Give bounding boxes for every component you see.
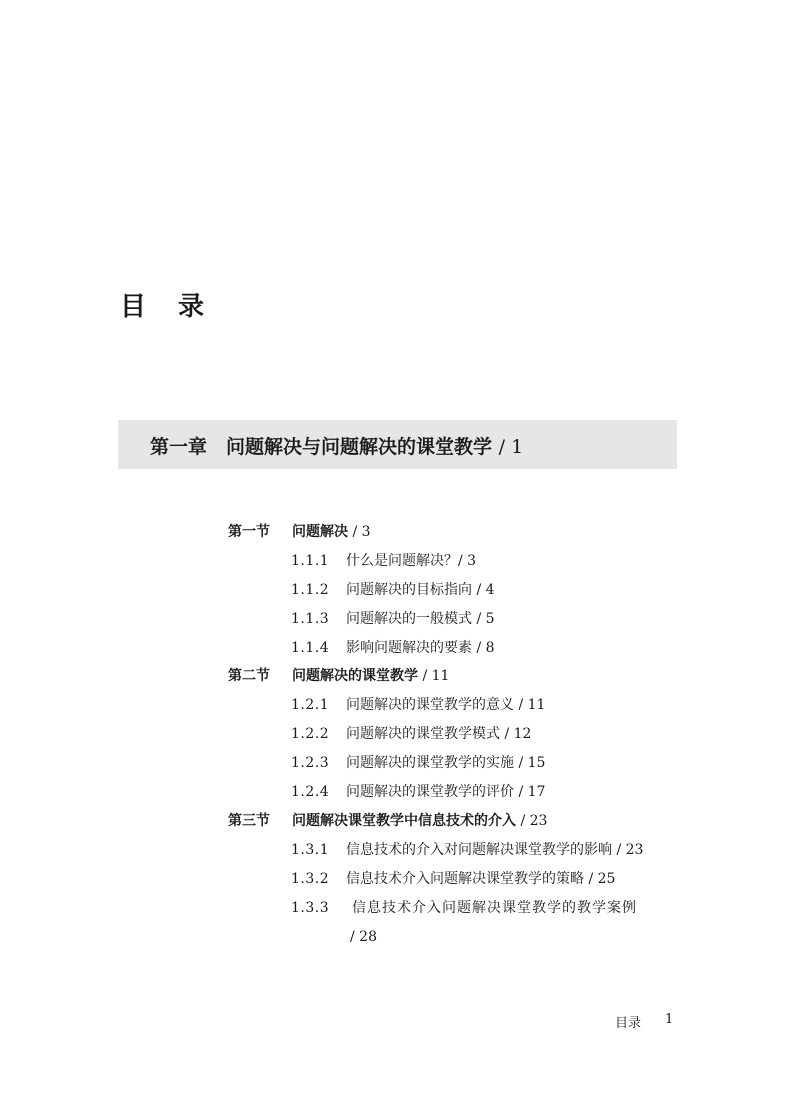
toc-title-char-2: 录	[178, 292, 205, 322]
subsection-entry: 问题解决的课堂教学模式 / 12	[346, 726, 532, 742]
subsection-entry: 信息技术介入问题解决课堂教学的教学案例	[352, 900, 637, 916]
section-title-text: 问题解决	[292, 524, 348, 540]
section-title-text: 问题解决的课堂教学	[292, 668, 418, 684]
chapter-page: / 1	[498, 436, 524, 458]
section-page: / 11	[422, 668, 450, 684]
subsection-entry: 信息技术的介入对问题解决课堂教学的影响 / 23	[346, 842, 644, 858]
subsection-number: 1.2.4	[291, 784, 330, 800]
subsection-number: 1.1.1	[291, 553, 330, 569]
subsection-entry: 问题解决的课堂教学的实施 / 15	[346, 755, 546, 771]
footer-running-head: 目录	[615, 1016, 642, 1031]
subsection-number: 1.2.2	[291, 726, 330, 742]
section-title	[292, 666, 449, 686]
section-page: / 3	[352, 524, 371, 540]
subsection-number: 1.3.1	[291, 842, 330, 858]
section-label: 第一节	[228, 524, 270, 540]
subsection-entry: 信息技术介入问题解决课堂教学的策略 / 25	[346, 871, 616, 887]
chapter-heading	[118, 420, 677, 469]
section-label: 第二节	[228, 668, 270, 684]
subsection-number: 1.2.3	[291, 755, 330, 771]
subsection-entry: 影响问题解决的要素 / 8	[346, 640, 495, 656]
section-label: 第三节	[228, 813, 270, 829]
subsection-number: 1.3.3	[291, 900, 330, 916]
subsection-entry: 什么是问题解决？/ 3	[346, 553, 477, 569]
subsection-entry: 问题解决的一般模式 / 5	[346, 611, 495, 627]
chapter-title	[226, 432, 523, 459]
subsection-number: 1.1.4	[291, 640, 330, 656]
toc-title-char-1: 目	[120, 292, 147, 322]
subsection-entry: 问题解决的课堂教学的评价 / 17	[346, 784, 546, 800]
subsection-number: 1.1.3	[291, 611, 330, 627]
page-number: 1	[665, 1012, 674, 1027]
subsection-entry: 问题解决的目标指向 / 4	[346, 582, 495, 598]
section-title	[292, 522, 371, 542]
toc-title	[120, 286, 204, 323]
subsection-number: 1.3.2	[291, 871, 330, 887]
chapter-label: 第一章	[150, 436, 208, 458]
subsection-number: 1.1.2	[291, 582, 330, 598]
chapter-title-text: 问题解决与问题解决的课堂教学	[226, 436, 493, 458]
subsection-entry-continuation: / 28	[350, 929, 377, 945]
section-title	[292, 811, 547, 831]
subsection-entry: 问题解决的课堂教学的意义 / 11	[346, 697, 546, 713]
subsection-number: 1.2.1	[291, 697, 330, 713]
section-page: / 23	[520, 813, 548, 829]
section-title-text: 问题解决课堂教学中信息技术的介入	[292, 813, 516, 829]
